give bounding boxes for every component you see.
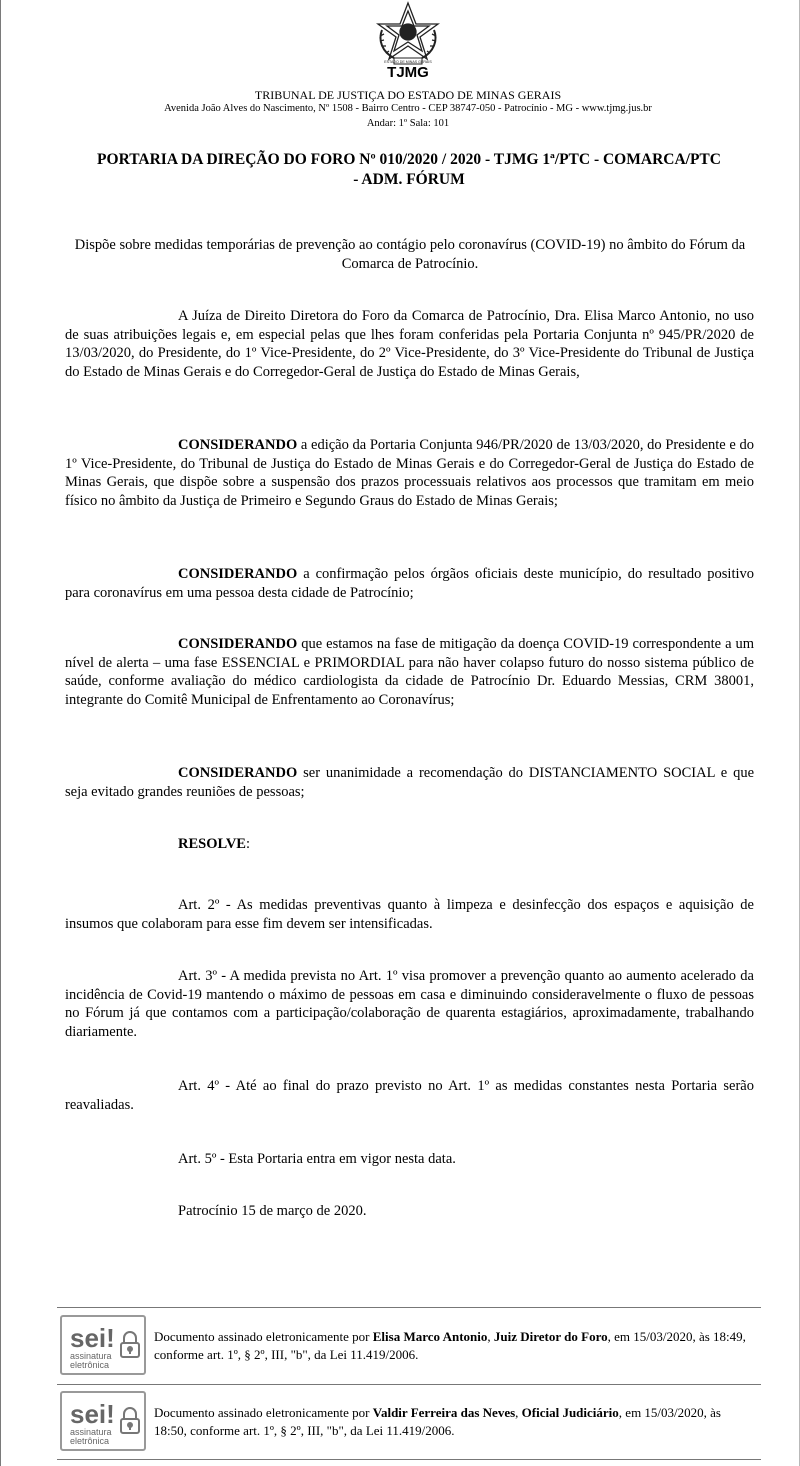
document-title — [50, 150, 768, 190]
article-5 — [65, 1150, 754, 1169]
svg-text:assinatura: assinatura — [70, 1351, 112, 1361]
considerando-keyword: CONSIDERANDO — [178, 765, 298, 781]
considerando-text-2: a confirmação pelos órgãos oficiais deste município, do resultado positivo para coronavírus em uma pessoa desta cidade de Patrocínio; — [65, 566, 755, 601]
signature-divider-1 — [57, 1307, 761, 1308]
preamble-text: A Juíza de Direito Diretora do Foro da Comarca de Patrocínio, Dra. Elisa Marco Antonio, no uso de suas atribuições legais e, em especial pelas que lhes foram conferidas pela Portaria Conjunta nº 945/PR/2020 de 13/03/2020, do Presidente, do 1º Vice-Presidente, do 2º Vice-Presidente, do 3º Vice-Presidente do Tribunal de Justiça do Estado de Minas Gerais e do Corregedor-Geral de Justiça do Estado de Minas Gerais, — [65, 308, 754, 380]
padlock-icon — [121, 1332, 139, 1357]
signer-role: Oficial Judiciário — [521, 1405, 619, 1420]
court-name: TRIBUNAL DE JUSTIÇA DO ESTADO DE MINAS GERAIS — [254, 88, 562, 102]
article-3-text: Art. 3º - A medida prevista no Art. 1º visa promover a prevenção quanto ao aumento acelerado da incidência de Covid-19 mantendo o máximo de pessoas em casa e diminuindo consideravelmente o fluxo de pessoas no Fórum já que contamos com a participação/colaboração de quarenta estagiários, aproximadamente, trabalhando diariamente. — [65, 968, 754, 1040]
considerando-keyword: CONSIDERANDO — [178, 437, 298, 453]
considerando-text-3: que estamos na fase de mitigação da doença COVID-19 correspondente a um nível de alerta – uma fase ESSENCIAL e PRIMORDIAL para não haver colapso futuro do nosso sistema público de saúde, conforme avaliação do médico cardiologista da cidade de Patrocínio Dr. Eduardo Messias, CRM 38001, integrante do Comitê Municipal de Enfrentamento ao Coronavírus; — [65, 636, 755, 708]
signature-prefix: Documento assinado eletronicamente por — [154, 1405, 373, 1420]
considerando-text-4: ser unanimidade a recomendação do DISTANCIAMENTO SOCIAL e que seja evitado grandes reuniões de pessoas; — [65, 765, 755, 800]
resolve-keyword: RESOLVE — [178, 836, 246, 852]
considerando-text-1: a edição da Portaria Conjunta 946/PR/2020 de 13/03/2020, do Presidente e do 1º Vice-Presidente, do Tribunal de Justiça do Estado de Minas Gerais e do Corregedor-Geral de Justiça do Estado de Minas Gerais, que dispõe sobre a suspensão dos prazos processuais relativos aos processos que tramitam em meio físico no âmbito da Justiça de Primeiro e Segundo Graus do Estado de Minas Gerais; — [65, 437, 754, 509]
resolve-heading — [65, 835, 754, 854]
article-3 — [65, 967, 754, 1041]
emblem-banner-text: ESTADO DE MINAS GERAIS — [384, 59, 432, 64]
signature-suffix: , em 15/03/2020, às 18:49, conforme art. 1º, § 2º, III, "b", da Lei 11.419/2006. — [154, 1329, 746, 1362]
signature-separator: , — [487, 1329, 494, 1344]
svg-text:assinatura: assinatura — [70, 1427, 112, 1437]
signature-prefix: Documento assinado eletronicamente por — [154, 1329, 373, 1344]
title-line-2: - ADM. FÓRUM — [353, 171, 465, 188]
preamble-paragraph — [65, 307, 754, 381]
signature-block-2 — [57, 1391, 761, 1457]
considerando-paragraph-4 — [65, 764, 754, 801]
svg-text:sei!: sei! — [70, 1323, 115, 1353]
emblem-label: TJMG — [387, 64, 429, 81]
signer-name: Elisa Marco Antonio — [372, 1329, 488, 1344]
svg-text:eletrônica: eletrônica — [70, 1360, 110, 1370]
document-summary: Dispõe sobre medidas temporárias de prevenção ao contágio pelo coronavírus (COVID-19) no âmbito do Fórum da Comarca de Patrocínio. — [74, 237, 746, 272]
article-2-text: Art. 2º - As medidas preventivas quanto à limpeza e desinfecção dos espaços e aquisição de insumos que colaboram para esse fim devem ser intensificadas. — [65, 897, 754, 932]
article-4-text: Art. 4º - Até ao final do prazo previsto no Art. 1º as medidas constantes nesta Portaria serão reavaliadas. — [65, 1078, 754, 1113]
article-5-text: Art. 5º - Esta Portaria entra em vigor nesta data. — [178, 1151, 456, 1167]
signature-divider-2 — [57, 1384, 761, 1385]
article-4 — [65, 1077, 754, 1114]
signature-text-1 — [154, 1328, 754, 1364]
considerando-paragraph-3 — [65, 635, 754, 709]
considerando-keyword: CONSIDERANDO — [178, 566, 298, 582]
sei-signature-logo — [60, 1315, 146, 1375]
signer-role: Juiz Diretor do Foro — [493, 1329, 608, 1344]
svg-text:sei!: sei! — [70, 1399, 115, 1429]
title-line-1: PORTARIA DA DIREÇÃO DO FORO Nº 010/2020 / 2020 - TJMG 1ª/PTC - COMARCA/PTC — [97, 151, 721, 168]
article-2 — [65, 896, 754, 933]
signature-block-1 — [57, 1315, 761, 1381]
svg-text:eletrônica: eletrônica — [70, 1436, 110, 1446]
resolve-colon: : — [245, 836, 250, 852]
court-address: Avenida João Alves do Nascimento, Nº 1508 - Bairro Centro - CEP 38747-050 - Patrocínio - MG - www.tjmg.jus.br — [164, 103, 652, 114]
signature-suffix: , em 15/03/2020, às 18:50, conforme art. 1º, § 2º, III, "b", da Lei 11.419/2006. — [154, 1405, 721, 1438]
signer-name: Valdir Ferreira das Neves — [372, 1405, 516, 1420]
place-date — [65, 1202, 754, 1221]
considerando-paragraph-1 — [65, 436, 754, 510]
sei-signature-logo — [60, 1391, 146, 1451]
coat-of-arms-emblem — [372, 0, 444, 72]
court-floor: Andar: 1º Sala: 101 — [366, 118, 450, 129]
considerando-keyword: CONSIDERANDO — [178, 636, 298, 652]
page-border-left — [0, 0, 1, 1466]
signature-separator: , — [515, 1405, 522, 1420]
signature-divider-3 — [57, 1459, 761, 1460]
signature-text-2 — [154, 1404, 754, 1440]
considerando-paragraph-2 — [65, 565, 754, 602]
place-date-text: Patrocínio 15 de março de 2020. — [178, 1203, 367, 1219]
padlock-icon — [121, 1408, 139, 1433]
